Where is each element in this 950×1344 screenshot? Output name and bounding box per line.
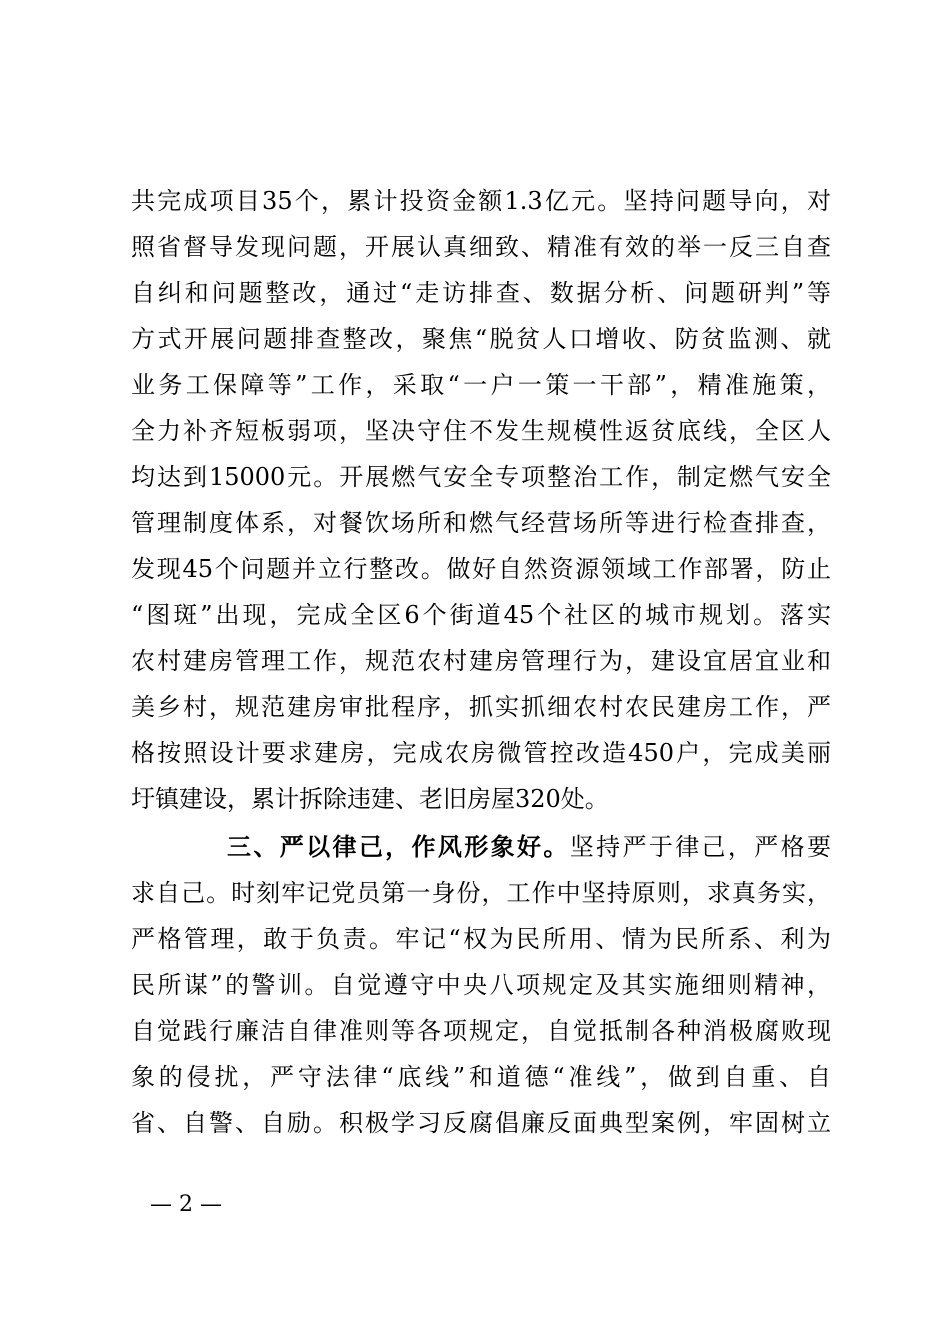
- text-line: 均达到15000元。开展燃气安全专项整治工作，制定燃气安全: [131, 463, 831, 491]
- section-heading: 三、严以律己，作风形象好。: [227, 832, 570, 861]
- text-line: 照省督导发现问题，开展认真细致、精准有效的举一反三自查: [131, 233, 831, 261]
- text-line: 圩镇建设，累计拆除违建、老旧房屋320处。: [131, 785, 609, 813]
- text-line: 自觉践行廉洁自律准则等各项规定，自觉抵制各种消极腐败现: [131, 1017, 831, 1045]
- text-line: 农村建房管理工作，规范农村建房管理行为，建设宜居宜业和: [131, 647, 831, 675]
- text-line: 美乡村，规范建房审批程序，抓实抓细农村农民建房工作，严: [131, 693, 831, 721]
- text-line: 严格管理，敢于负责。牢记“权为民所用、情为民所系、利为: [131, 925, 831, 953]
- text-line: [227, 824, 831, 870]
- text-line: 全力补齐短板弱项，坚决守住不发生规模性返贫底线，全区人: [131, 417, 831, 445]
- text-line: 共完成项目35个，累计投资金额1.3亿元。坚持问题导向，对: [131, 187, 831, 215]
- text-line: 管理制度体系，对餐饮场所和燃气经营场所等进行检查排查，: [131, 509, 831, 537]
- text-line: 象的侵扰，严守法律“底线”和道德“准线”，做到自重、自: [131, 1063, 831, 1091]
- text-line: “图斑”出现，完成全区6个街道45个社区的城市规划。落实: [131, 601, 831, 629]
- text-line: 民所谋”的警训。自觉遵守中央八项规定及其实施细则精神，: [131, 971, 831, 999]
- text-line: 格按照设计要求建房，完成农房微管控改造450户，完成美丽: [131, 739, 831, 767]
- text-line: 求自己。时刻牢记党员第一身份，工作中坚持原则，求真务实，: [131, 879, 831, 907]
- text-line: 发现45个问题并立行整改。做好自然资源领域工作部署，防止: [131, 555, 831, 583]
- text-line: 业务工保障等”工作，采取“一户一策一干部”，精准施策，: [131, 371, 831, 399]
- text-line: 方式开展问题排查整改，聚焦“脱贫人口增收、防贫监测、就: [131, 325, 831, 353]
- text-line: 自纠和问题整改，通过“走访排查、数据分析、问题研判”等: [131, 279, 831, 307]
- text-line: 省、自警、自励。积极学习反腐倡廉反面典型案例，牢固树立: [131, 1109, 831, 1137]
- page-number: — 2 —: [150, 1192, 222, 1217]
- section-lead-text: 坚持严于律己，严格要: [569, 833, 832, 861]
